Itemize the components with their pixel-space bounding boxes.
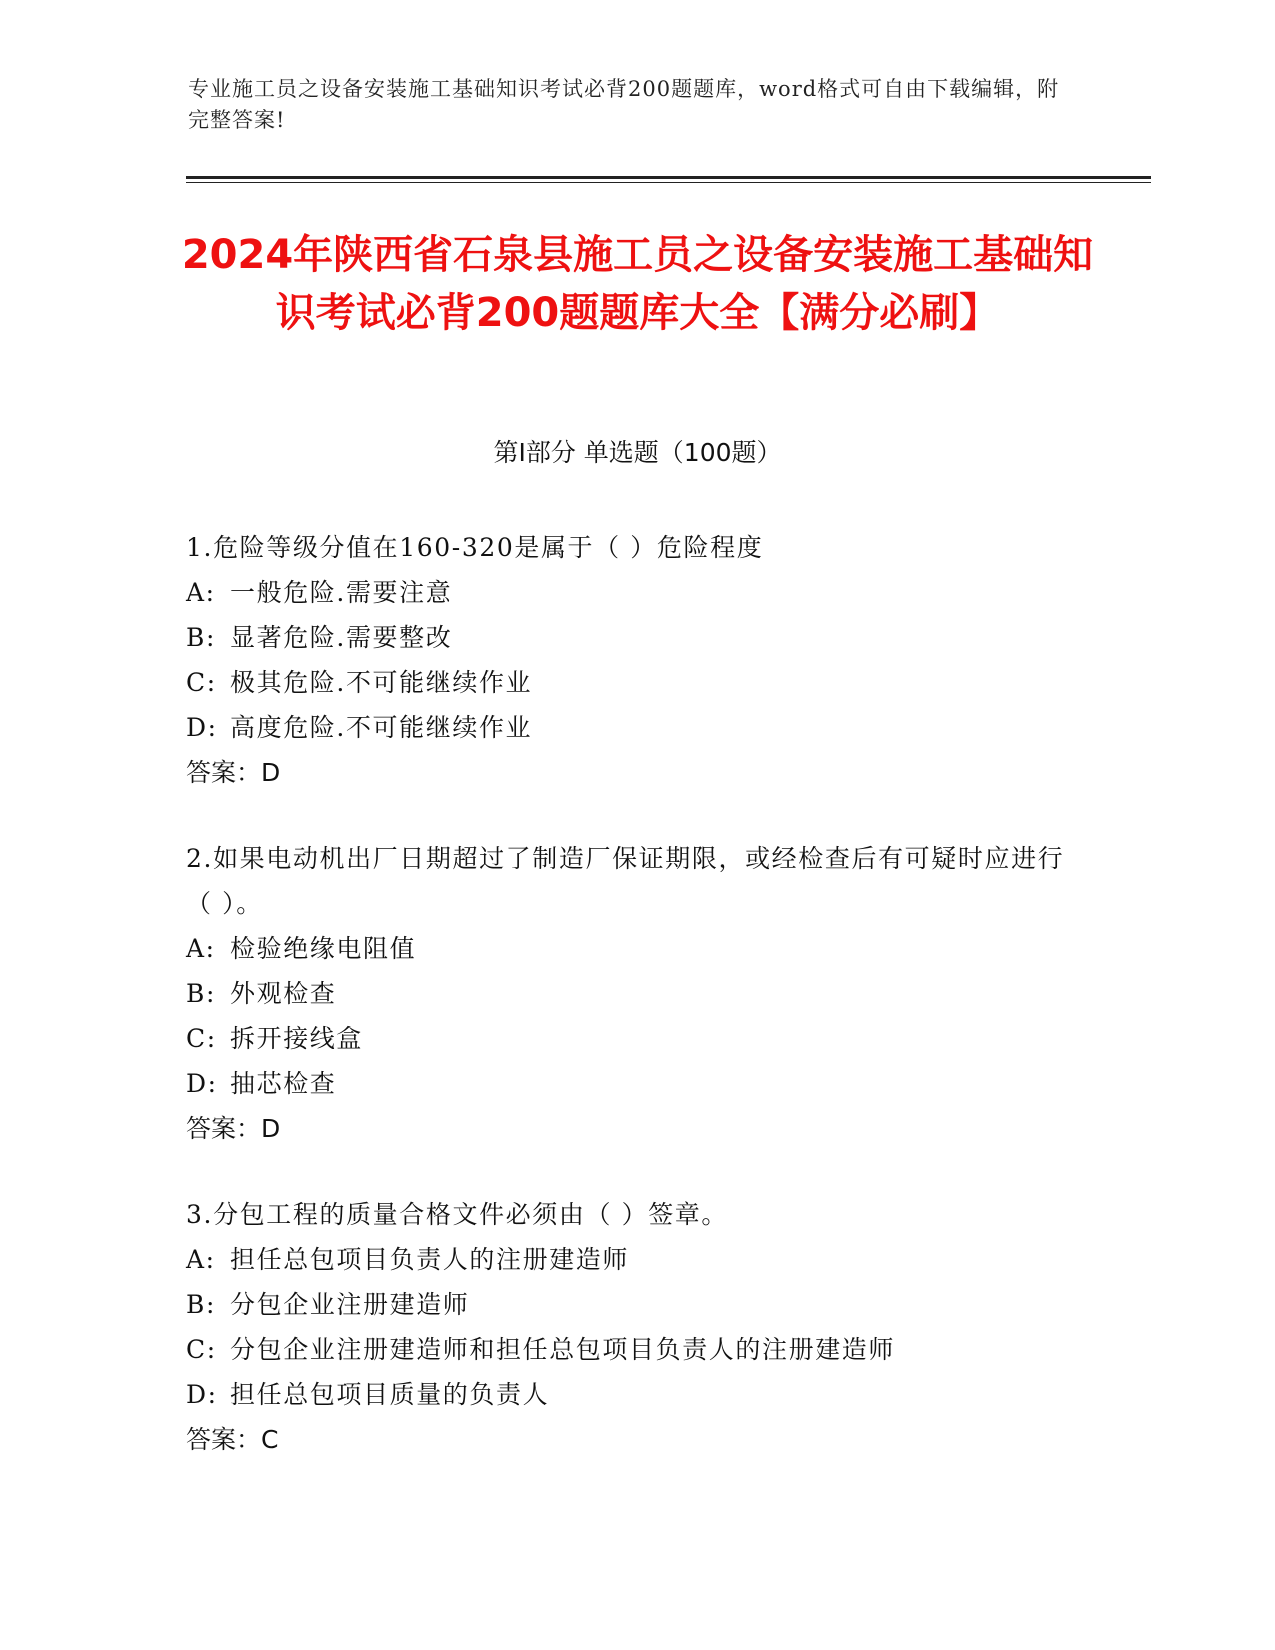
question-list [186,525,1066,1503]
option-a [186,926,1066,971]
question-2 [186,836,1066,1151]
question-text: 如果电动机出厂日期超过了制造厂保证期限，或经检查后有可疑时应进行（ ）。 [186,844,1065,918]
answer-line: 答案：D [186,758,281,787]
option-c [186,660,1066,705]
answer-line: 答案：C [186,1425,279,1454]
option-a [186,1237,1066,1282]
option-text: 抽芯检查 [230,1069,337,1098]
option-text: 外观检查 [230,979,337,1008]
question-number: 2. [186,844,214,873]
option-key: D: [186,713,218,742]
option-key: D: [186,1069,218,1098]
section-heading: 第I部分 单选题（100题） [493,438,782,467]
option-text: 一般危险.需要注意 [230,578,453,607]
option-key: B: [186,623,216,652]
option-key: A: [186,934,216,963]
question-number: 1. [186,533,214,562]
option-text: 检验绝缘电阻值 [230,934,417,963]
question-text: 分包工程的质量合格文件必须由（ ）签章。 [213,1200,729,1229]
question-1 [186,525,1066,795]
option-c [186,1327,1066,1372]
option-a [186,570,1066,615]
option-key: C: [186,1024,217,1053]
option-text: 分包企业注册建造师和担任总包项目负责人的注册建造师 [230,1335,896,1364]
option-text: 拆开接线盒 [230,1024,364,1053]
option-b [186,615,1066,660]
question-3 [186,1192,1066,1462]
option-text: 分包企业注册建造师 [230,1290,470,1319]
option-d [186,1372,1066,1417]
question-stem [186,836,1066,926]
option-c [186,1016,1066,1061]
option-text: 担任总包项目负责人的注册建造师 [230,1245,630,1274]
document-header-note: 专业施工员之设备安装施工基础知识考试必背200题题库，word格式可自由下载编辑，附完整答案! [188,77,1060,132]
option-key: D: [186,1380,218,1409]
option-text: 显著危险.需要整改 [230,623,453,652]
option-text: 担任总包项目质量的负责人 [230,1380,550,1409]
answer-line: 答案：D [186,1114,281,1143]
option-key: A: [186,578,216,607]
option-key: A: [186,1245,216,1274]
question-stem [186,525,1066,570]
header-divider-thick [186,176,1151,179]
document-title: 2024年陕西省石泉县施工员之设备安装施工基础知识考试必背200题题库大全【满分必刷】 [181,232,1094,336]
option-b [186,1282,1066,1327]
option-text: 高度危险.不可能继续作业 [230,713,533,742]
question-text: 危险等级分值在160-320是属于（ ）危险程度 [213,533,764,562]
option-b [186,971,1066,1016]
header-divider-thin [186,182,1151,183]
option-key: C: [186,1335,217,1364]
question-number: 3. [186,1200,214,1229]
question-stem [186,1192,1066,1237]
option-text: 极其危险.不可能继续作业 [230,668,533,697]
option-d [186,705,1066,750]
option-key: B: [186,979,216,1008]
option-key: C: [186,668,217,697]
option-d [186,1061,1066,1106]
option-key: B: [186,1290,216,1319]
